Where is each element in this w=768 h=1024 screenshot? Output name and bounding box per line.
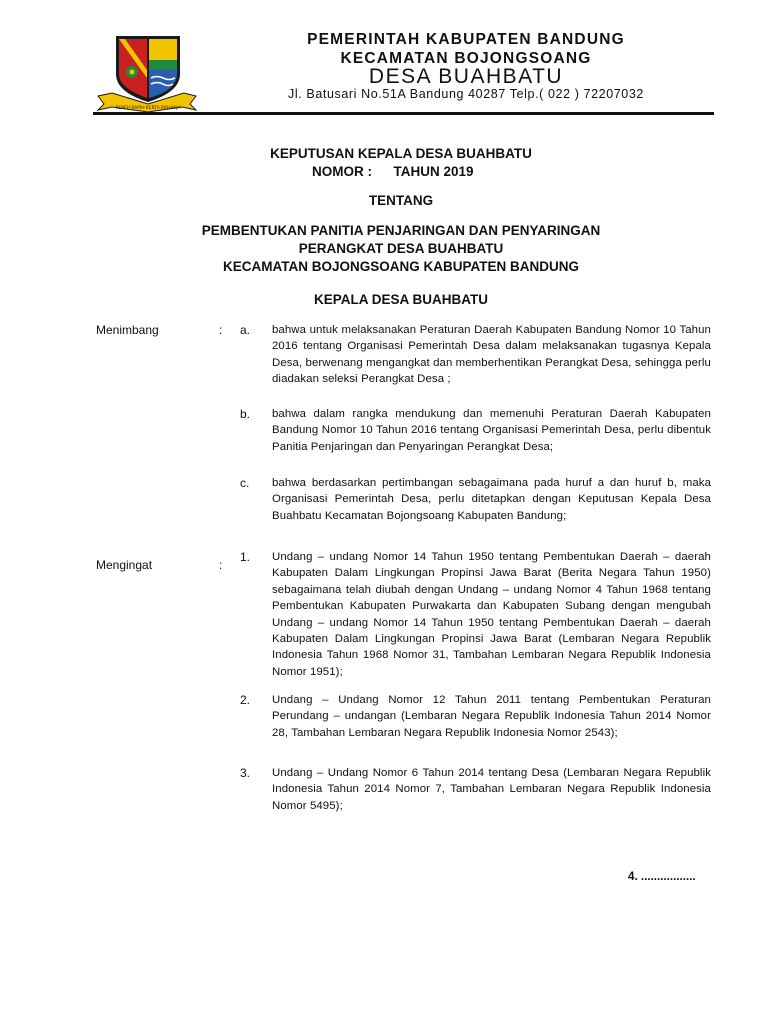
menimbang-label: Menimbang xyxy=(96,323,159,337)
subject-line-1: PEMBENTUKAN PANITIA PENJARINGAN DAN PENYARINGAN xyxy=(201,223,601,238)
menimbang-item-c: bahwa berdasarkan pertimbangan sebagaimana pada huruf a dan huruf b, maka Organisasi Pemerintah Desa, perlu ditetapkan dengan Keputusan Kepala Desa Buahbatu Kecamatan Bojongsoang Kabupaten Bandung; xyxy=(272,477,711,522)
mengingat-colon: : xyxy=(219,558,223,572)
menimbang-colon: : xyxy=(219,323,223,337)
mengingat-marker-3: 3. xyxy=(240,766,251,780)
menimbang-marker-c: c. xyxy=(240,476,250,490)
menimbang-item-b: bahwa dalam rangka mendukung dan memenuhi Peraturan Daerah Kabupaten Bandung Nomor 10 Tahun 2016 tentang Organisasi Pemerintah Desa, perlu dibentuk Panitia Penjaringan dan Penyaringan Perangkat Desa; xyxy=(272,408,711,453)
letterhead-divider xyxy=(93,112,714,115)
decree-title: KEPUTUSAN KEPALA DESA BUAHBATU xyxy=(270,146,532,161)
mengingat-item-2: Undang – Undang Nomor 12 Tahun 2011 tentang Pembentukan Peraturan Perundang – undangan (Lembaran Negara Republik Indonesia Tahun 2014 Nomor 28, Tambahan Lembaran Negara Republik Indonesia Nomor 2543); xyxy=(272,694,711,739)
kabupaten-bandung-logo-icon xyxy=(94,30,200,112)
letterhead-village: DESA BUAHBATU xyxy=(368,65,564,88)
menimbang-marker-a: a. xyxy=(240,323,251,337)
official-title: KEPALA DESA BUAHBATU xyxy=(314,292,488,307)
mengingat-item-3: Undang – Undang Nomor 6 Tahun 2014 tentang Desa (Lembaran Negara Republik Indonesia Tahun 2014 Nomor 7, Tambahan Lembaran Negara Republik Indonesia Nomor 5495); xyxy=(272,767,711,812)
mengingat-item-1: Undang – undang Nomor 14 Tahun 1950 tentang Pembentukan Daerah – daerah Kabupaten Dalam Lingkungan Propinsi Jawa Barat (Berita Negara Tahun 1950) sebagaimana telah diubah dengan Undang – undang Nomor 4 Tahun 1968 tentang Pembentukan Kabupaten Purwakarta dan Kabupaten Subang dengan mengubah Undang – undang Nomor 14 Tahun 1950 tentang Pembentukan Daerah – daerah Kabupaten Dalam Lingkungan Propinsi Jawa Barat (Lembaran Negara Republik Indonesia Tahun 1968 Nomor 31, Tambahan Lembaran Negara Republik Indonesia Nomor 1951); xyxy=(272,551,711,678)
subject-line-3: KECAMATAN BOJONGSOANG KABUPATEN BANDUNG xyxy=(223,259,579,274)
mengingat-marker-1: 1. xyxy=(240,550,251,564)
logo-motto: REPEH RAPIH KERTA RAHARJA xyxy=(115,106,181,111)
mengingat-label: Mengingat xyxy=(96,558,153,572)
tentang-heading: TENTANG xyxy=(368,193,434,208)
letterhead-government: PEMERINTAH KABUPATEN BANDUNG xyxy=(307,31,625,48)
menimbang-marker-b: b. xyxy=(240,407,251,421)
letterhead-address: Jl. Batusari No.51A Bandung 40287 Telp.( 022 ) 72207032 xyxy=(288,87,644,101)
continuation-marker: 4. ................. xyxy=(628,870,696,883)
mengingat-marker-2: 2. xyxy=(240,693,251,707)
subject-line-2: PERANGKAT DESA BUAHBATU xyxy=(298,241,504,256)
decree-number-label: NOMOR : xyxy=(312,164,372,179)
decree-year: TAHUN 2019 xyxy=(393,164,474,179)
menimbang-item-a: bahwa untuk melaksanakan Peraturan Daerah Kabupaten Bandung Nomor 10 Tahun 2016 tentang Organisasi Pemerintah Desa dalam melaksanakan tugasnya Kepala Desa, berwenang mengangkat dan memberhentikan Perangkat Desa, sehingga perlu diadakan seleksi Perangkat Desa ; xyxy=(272,324,711,386)
letterhead-district: KECAMATAN BOJONGSOANG xyxy=(340,50,592,67)
decree-number xyxy=(312,164,474,179)
